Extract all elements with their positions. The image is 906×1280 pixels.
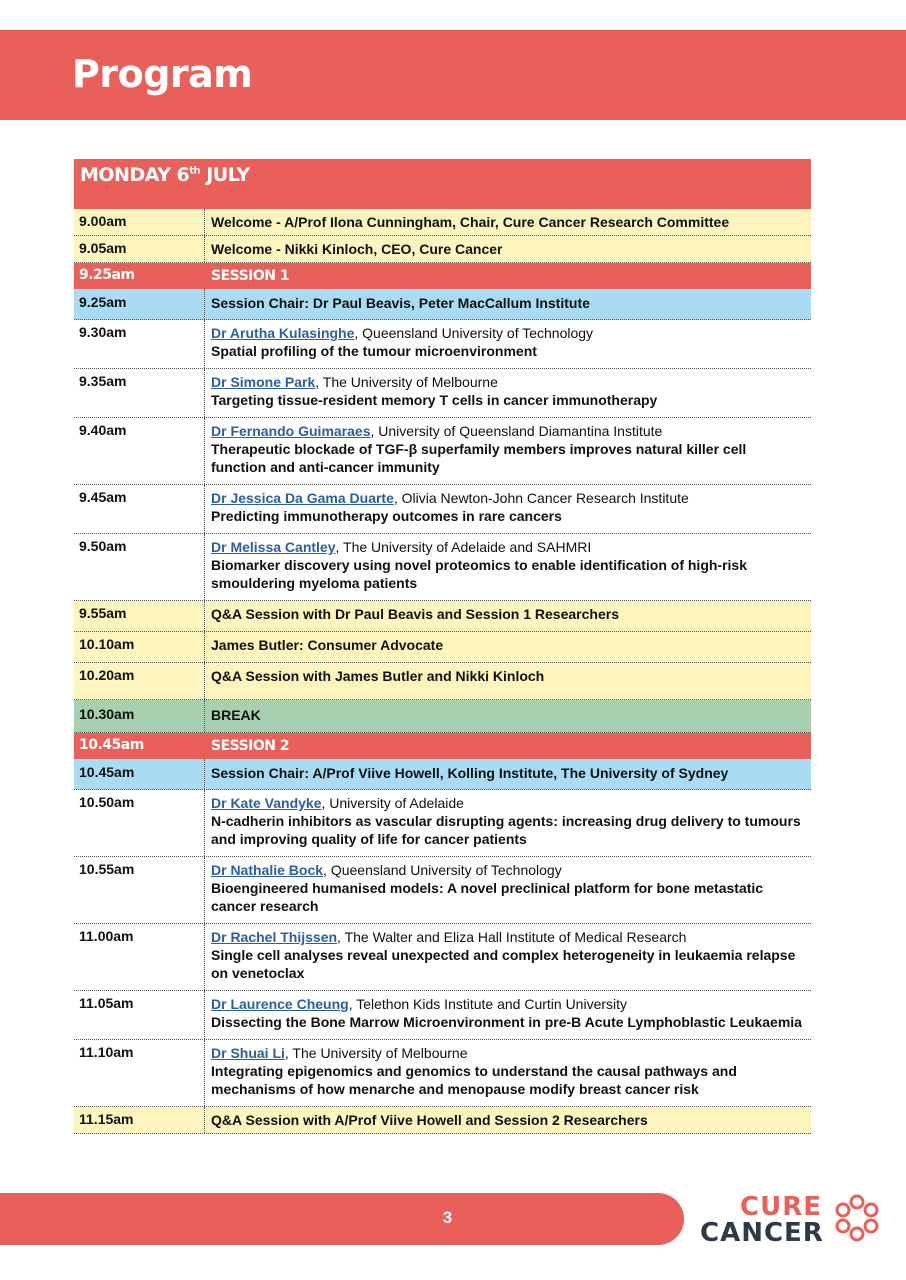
row-time: 10.50am xyxy=(74,790,205,856)
row-content xyxy=(205,369,811,417)
table-row xyxy=(74,924,811,991)
session-header-row xyxy=(74,263,811,289)
table-row xyxy=(74,236,811,263)
row-time: 11.15am xyxy=(74,1107,205,1133)
program-table xyxy=(74,159,811,1134)
speaker-line xyxy=(211,995,805,1013)
row-time: 9.35am xyxy=(74,369,205,417)
day-label: MONDAY 6th JULY xyxy=(80,164,250,186)
row-content: Q&A Session with James Butler and Nikki Kinloch xyxy=(211,668,545,684)
day-header xyxy=(74,159,811,209)
row-content xyxy=(205,534,811,600)
table-row xyxy=(74,320,811,369)
speaker-affiliation: , The University of Adelaide and SAHMRI xyxy=(335,539,592,555)
row-time: 9.00am xyxy=(74,209,205,235)
speaker-affiliation: , University of Queensland Diamantina Institute xyxy=(370,423,663,439)
speaker-line xyxy=(211,373,805,391)
row-content: James Butler: Consumer Advocate xyxy=(211,637,444,653)
logo-text-cure: CURE xyxy=(740,1192,822,1222)
speaker-affiliation: , Olivia Newton-John Cancer Research Institute xyxy=(393,490,689,506)
speaker-line xyxy=(211,794,805,812)
speaker-link[interactable]: Dr Rachel Thijssen xyxy=(211,929,338,945)
talk-title: Targeting tissue-resident memory T cells in cancer immunotherapy xyxy=(211,392,658,408)
talk-title: N-cadherin inhibitors as vascular disrupting agents: increasing drug delivery to tumours and improving quality of life for cancer patients xyxy=(211,813,801,847)
talk-title: Spatial profiling of the tumour microenvironment xyxy=(211,343,537,359)
speaker-affiliation: , Queensland University of Technology xyxy=(354,325,594,341)
speaker-affiliation: , University of Adelaide xyxy=(321,795,464,811)
cure-cancer-logo-icon xyxy=(832,1193,882,1243)
speaker-link[interactable]: Dr Melissa Cantley xyxy=(211,539,336,555)
row-time: 10.10am xyxy=(74,632,205,662)
speaker-line xyxy=(211,422,805,440)
table-row xyxy=(74,759,811,790)
speaker-line xyxy=(211,928,805,946)
row-content xyxy=(205,1040,811,1106)
row-time: 9.25am xyxy=(79,267,135,283)
row-time: 10.45am xyxy=(79,737,144,753)
talk-title: Predicting immunotherapy outcomes in rare cancers xyxy=(211,508,562,524)
row-time: 9.50am xyxy=(74,534,205,600)
row-time: 9.30am xyxy=(74,320,205,368)
row-content: SESSION 2 xyxy=(211,738,290,754)
talk-title: Dissecting the Bone Marrow Microenvironment in pre-B Acute Lymphoblastic Leukaemia xyxy=(211,1014,802,1030)
row-content: Q&A Session with A/Prof Viive Howell and Session 2 Researchers xyxy=(211,1112,648,1128)
speaker-link[interactable]: Dr Laurence Cheung xyxy=(211,996,349,1012)
speaker-link[interactable]: Dr Kate Vandyke xyxy=(211,795,322,811)
row-time: 10.20am xyxy=(74,663,205,699)
table-row xyxy=(74,534,811,601)
row-content xyxy=(205,857,811,923)
speaker-link[interactable]: Dr Arutha Kulasinghe xyxy=(211,325,355,341)
speaker-link[interactable]: Dr Jessica Da Gama Duarte xyxy=(211,490,394,506)
speaker-line xyxy=(211,861,805,879)
speaker-line xyxy=(211,538,805,556)
row-time: 10.45am xyxy=(74,759,205,789)
row-time: 9.05am xyxy=(74,236,205,262)
schedule-rows xyxy=(74,209,811,1134)
row-time: 9.25am xyxy=(74,289,205,319)
speaker-affiliation: , The Walter and Eliza Hall Institute of Medical Research xyxy=(337,929,687,945)
table-row xyxy=(74,369,811,418)
row-time: 11.05am xyxy=(74,991,205,1039)
talk-title: Integrating epigenomics and genomics to understand the causal pathways and mechanisms of how menarche and menopause modify breast cancer risk xyxy=(211,1063,737,1097)
row-time: 11.10am xyxy=(74,1040,205,1106)
table-row xyxy=(74,418,811,485)
speaker-line xyxy=(211,489,805,507)
row-content: Welcome - Nikki Kinloch, CEO, Cure Cancer xyxy=(211,241,503,257)
row-content xyxy=(205,418,811,484)
row-content xyxy=(205,485,811,533)
table-row xyxy=(74,1107,811,1134)
table-row xyxy=(74,790,811,857)
row-content xyxy=(205,790,811,856)
row-content xyxy=(205,924,811,990)
page-number: 3 xyxy=(442,1208,453,1227)
speaker-line xyxy=(211,324,805,342)
session-header-row xyxy=(74,733,811,759)
speaker-link[interactable]: Dr Fernando Guimaraes xyxy=(211,423,371,439)
speaker-link[interactable]: Dr Nathalie Bock xyxy=(211,862,324,878)
table-row xyxy=(74,857,811,924)
row-content: Welcome - A/Prof Ilona Cunningham, Chair, Cure Cancer Research Committee xyxy=(211,214,730,230)
table-row xyxy=(74,991,811,1040)
table-row xyxy=(74,485,811,534)
row-content xyxy=(205,320,811,368)
logo-text-cancer: CANCER xyxy=(700,1218,824,1248)
speaker-link[interactable]: Dr Shuai Li xyxy=(211,1045,285,1061)
table-row xyxy=(74,1040,811,1107)
row-content: SESSION 1 xyxy=(211,268,290,284)
row-content: Session Chair: A/Prof Viive Howell, Kolling Institute, The University of Sydney xyxy=(211,765,729,781)
speaker-affiliation: , Telethon Kids Institute and Curtin University xyxy=(348,996,628,1012)
row-content: BREAK xyxy=(211,707,261,723)
speaker-line xyxy=(211,1044,805,1062)
speaker-affiliation: , The University of Melbourne xyxy=(284,1045,468,1061)
table-row xyxy=(74,700,811,733)
speaker-link[interactable]: Dr Simone Park xyxy=(211,374,316,390)
talk-title: Therapeutic blockade of TGF-β superfamily members improves natural killer cell function and anti-cancer immunity xyxy=(211,441,747,475)
table-row xyxy=(74,289,811,320)
speaker-affiliation: , Queensland University of Technology xyxy=(323,862,562,878)
row-content: Session Chair: Dr Paul Beavis, Peter MacCallum Institute xyxy=(211,295,590,311)
table-row xyxy=(74,209,811,236)
talk-title: Single cell analyses reveal unexpected and complex heterogeneity in leukaemia relapse on venetoclax xyxy=(211,947,796,981)
talk-title: Bioengineered humanised models: A novel preclinical platform for bone metastatic cancer research xyxy=(211,880,764,914)
page-title: Program xyxy=(72,52,253,96)
row-time: 10.55am xyxy=(74,857,205,923)
row-time: 10.30am xyxy=(74,700,205,732)
row-time: 9.40am xyxy=(74,418,205,484)
row-time: 11.00am xyxy=(74,924,205,990)
table-row xyxy=(74,663,811,700)
row-content xyxy=(205,991,811,1039)
table-row xyxy=(74,601,811,632)
row-time: 9.45am xyxy=(74,485,205,533)
table-row xyxy=(74,632,811,663)
talk-title: Biomarker discovery using novel proteomics to enable identification of high-risk smouldering myeloma patients xyxy=(211,557,747,591)
speaker-affiliation: , The University of Melbourne xyxy=(315,374,498,390)
row-time: 9.55am xyxy=(74,601,205,631)
row-content: Q&A Session with Dr Paul Beavis and Session 1 Researchers xyxy=(211,606,619,622)
